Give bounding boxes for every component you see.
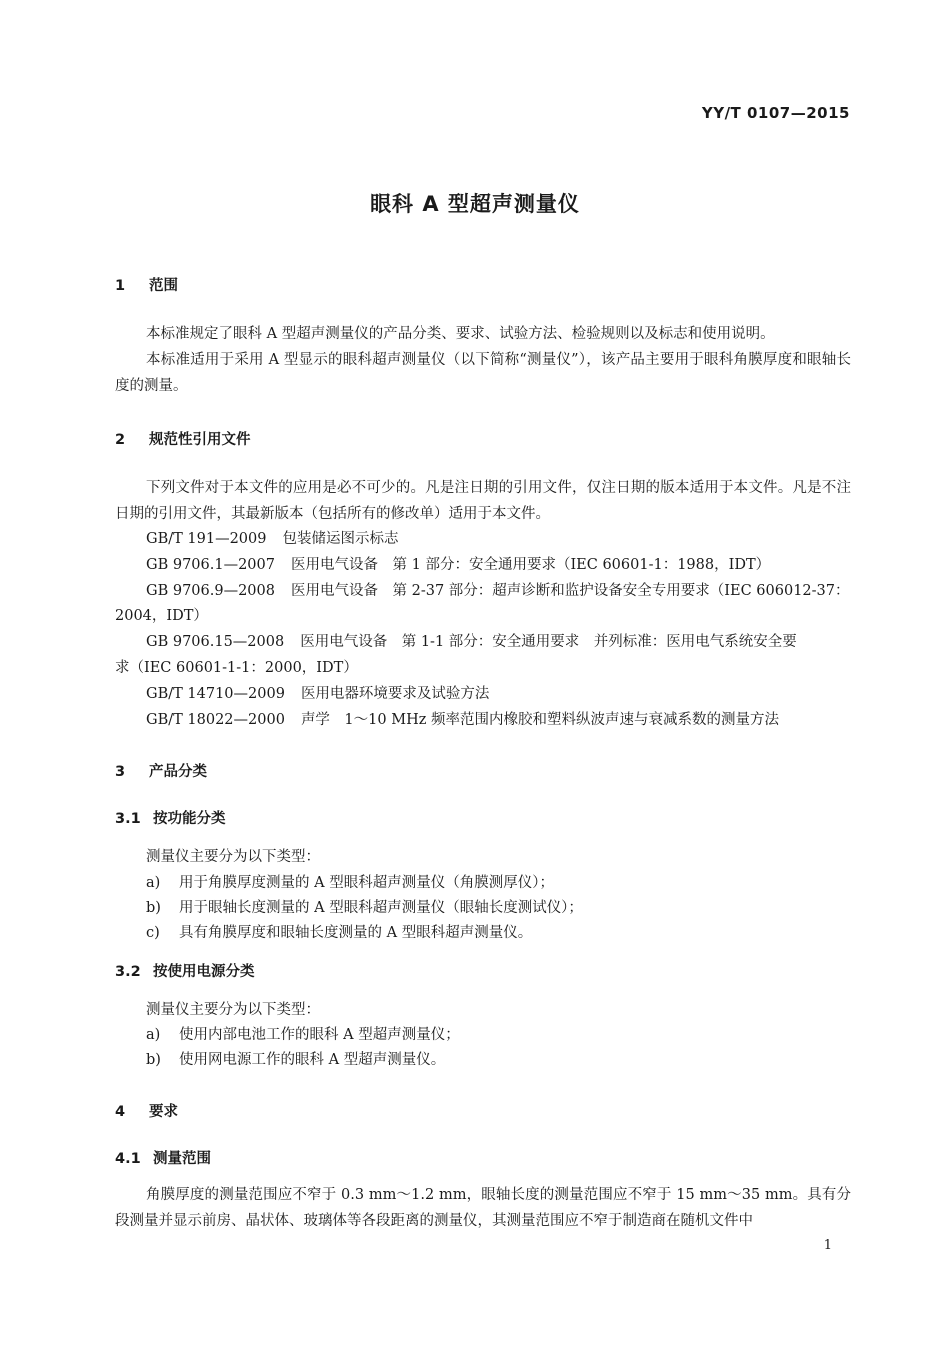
section-title: 要求 (149, 1104, 178, 1120)
section-2-intro: 下列文件对于本文件的应用是必不可少的。凡是注日期的引用文件，仅注日期的版本适用于本文件。凡是不注日期的引用文件，其最新版本（包括所有的修改单）适用于本文件。 (115, 480, 851, 522)
reference-continuation: 求（IEC 60601-1-1：2000，IDT） (115, 660, 358, 676)
list-intro: 测量仪主要分为以下类型： (146, 849, 320, 865)
section-4-heading (115, 1100, 178, 1121)
section-3-2-heading (115, 960, 255, 981)
list-label: b) (146, 900, 161, 916)
list-text: 使用网电源工作的眼科 A 型超声测量仪。 (179, 1052, 446, 1068)
section-title: 范围 (149, 278, 178, 294)
list-label: b) (146, 1052, 161, 1068)
reference-code: GB 9706.9—2008 (146, 583, 275, 599)
reference-item (146, 579, 850, 600)
reference-item (146, 682, 489, 703)
reference-continuation: 2004，IDT） (115, 608, 208, 624)
section-number: 3 (115, 764, 126, 780)
reference-title: 医用电气设备 第 1 部分：安全通用要求（IEC 60601-1：1988，IDT） (291, 557, 771, 573)
list-item (146, 871, 554, 892)
list-item (146, 1023, 460, 1044)
list-item (146, 1048, 445, 1069)
section-title: 规范性引用文件 (149, 432, 251, 448)
section-1-para-2: 本标准适用于采用 A 型显示的眼科超声测量仪（以下简称“测量仪”），该产品主要用于眼科角膜厚度和眼轴长度的测量。 (115, 352, 851, 394)
reference-item (146, 630, 797, 651)
page-title: 眼科 A 型超声测量仪 (370, 192, 580, 216)
section-number: 3.2 (115, 964, 141, 980)
list-intro: 测量仪主要分为以下类型： (146, 1002, 320, 1018)
standard-code: YY/T 0107—2015 (701, 104, 850, 122)
section-4-1-para: 角膜厚度的测量范围应不窄于 0.3 mm～1.2 mm，眼轴长度的测量范围应不窄于 15 mm～35 mm。具有分段测量并显示前房、晶状体、玻璃体等各段距离的测量仪，其测量范围应不窄于制造商在随机文件中 (115, 1187, 851, 1229)
section-2-heading (115, 428, 251, 449)
reference-title: 医用电器环境要求及试验方法 (300, 686, 490, 702)
section-3-heading (115, 760, 207, 781)
section-1-heading (115, 274, 178, 295)
section-number: 2 (115, 432, 126, 448)
reference-code: GB/T 14710—2009 (146, 686, 285, 702)
section-1-para-1: 本标准规定了眼科 A 型超声测量仪的产品分类、要求、试验方法、检验规则以及标志和使用说明。 (146, 326, 775, 342)
list-label: c) (146, 925, 160, 941)
list-text: 用于眼轴长度测量的 A 型眼科超声测量仪（眼轴长度测试仪）； (179, 900, 583, 916)
reference-title: 医用电气设备 第 1-1 部分：安全通用要求 并列标准：医用电气系统安全要 (300, 634, 797, 650)
list-label: a) (146, 1027, 161, 1043)
section-4-1-heading (115, 1147, 211, 1168)
section-number: 1 (115, 278, 126, 294)
section-number: 4 (115, 1104, 126, 1120)
section-title: 按功能分类 (153, 811, 226, 827)
reference-item (146, 527, 398, 548)
reference-code: GB 9706.1—2007 (146, 557, 275, 573)
list-text: 使用内部电池工作的眼科 A 型超声测量仪； (179, 1027, 460, 1043)
reference-code: GB 9706.15—2008 (146, 634, 285, 650)
page-number: 1 (823, 1238, 832, 1253)
section-title: 产品分类 (149, 764, 207, 780)
list-item (146, 896, 583, 917)
section-number: 4.1 (115, 1151, 141, 1167)
section-number: 3.1 (115, 811, 141, 827)
reference-title: 声学 1～10 MHz 频率范围内橡胶和塑料纵波声速与衰减系数的测量方法 (300, 712, 779, 728)
section-title: 按使用电源分类 (153, 964, 255, 980)
reference-item (146, 708, 779, 729)
reference-code: GB/T 191—2009 (146, 531, 267, 547)
section-3-1-heading (115, 807, 226, 828)
list-text: 具有角膜厚度和眼轴长度测量的 A 型眼科超声测量仪。 (179, 925, 533, 941)
list-text: 用于角膜厚度测量的 A 型眼科超声测量仪（角膜测厚仪）； (179, 875, 554, 891)
reference-code: GB/T 18022—2000 (146, 712, 285, 728)
list-label: a) (146, 875, 161, 891)
list-item (146, 921, 532, 942)
reference-title: 包装储运图示标志 (282, 531, 399, 547)
section-title: 测量范围 (153, 1151, 211, 1167)
reference-title: 医用电气设备 第 2-37 部分：超声诊断和监护设备安全专用要求（IEC 606012-37： (291, 583, 850, 599)
reference-item (146, 553, 770, 574)
